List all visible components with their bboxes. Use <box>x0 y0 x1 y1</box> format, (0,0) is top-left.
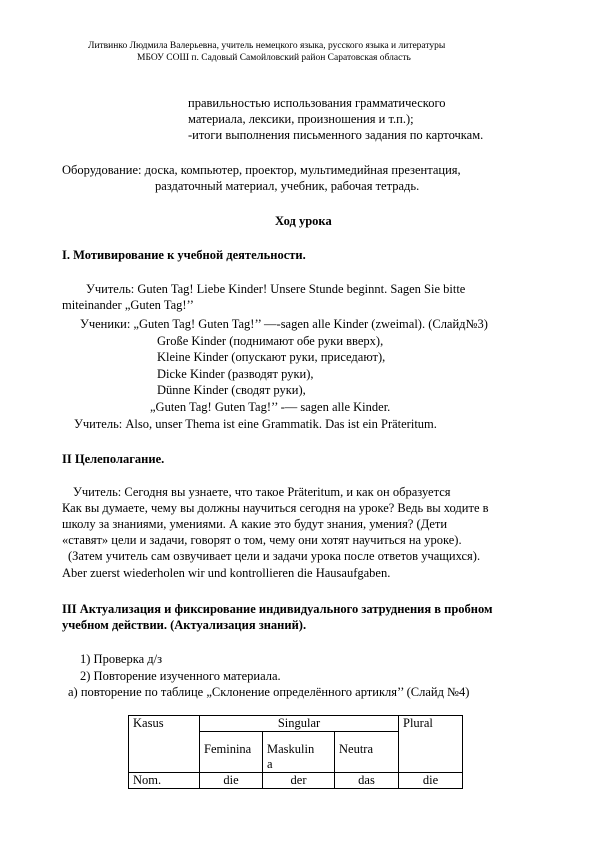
list-item: а) повторение по таблице „Склонение определённого артикля’’ (Слайд №4) <box>68 685 470 699</box>
table-cell: das <box>335 773 399 789</box>
table-header-singular: Singular <box>200 716 399 732</box>
text-line: Как вы думаете, чему вы должны научиться сегодня на уроке? Ведь вы ходите в <box>62 501 489 515</box>
section-heading: II Целеполагание. <box>62 452 165 466</box>
table-header-maskulina: Maskulin а <box>263 732 335 773</box>
text-line: Dicke Kinder (разводят руки), <box>157 367 314 381</box>
section-heading: учебном действии. (Актуализация знаний). <box>62 618 307 632</box>
text-line: Учитель: Сегодня вы узнаете, что такое Präteritum, и как он образуется <box>73 485 451 499</box>
text-line: Kleine Kinder (опускают руки, приседают), <box>157 350 386 364</box>
text-line: miteinander „Guten Tag!’’ <box>62 298 194 312</box>
text-line: „Guten Tag! Guten Tag!’’ -— sagen alle Kinder. <box>150 400 391 414</box>
text-line: Dünne Kinder (сводят руки), <box>157 383 306 397</box>
text-line: Учитель: Guten Tag! Liebe Kinder! Unsere Stunde beginnt. Sagen Sie bitte <box>86 282 466 296</box>
text-line: Учитель: Also, unser Thema ist eine Grammatik. Das ist ein Präteritum. <box>74 417 437 431</box>
table-row <box>129 773 463 789</box>
table-header-feminina: Feminina <box>200 732 263 773</box>
header-school: МБОУ СОШ п. Садовый Самойловский район Саратовская область <box>137 53 411 63</box>
equipment-line: раздаточный материал, учебник, рабочая тетрадь. <box>155 179 420 193</box>
article-declension-table <box>128 715 463 789</box>
list-item: 1) Проверка д/з <box>80 652 163 666</box>
table-header-row <box>129 716 463 732</box>
text-line: «ставят» цели и задачи, говорят о том, чему они хотят научиться на уроке). <box>62 533 462 547</box>
table-cell: die <box>399 773 463 789</box>
header-author: Литвинко Людмила Валерьевна, учитель немецкого языка, русского языка и литературы <box>88 41 446 51</box>
table-header-neutra: Neutra <box>335 732 399 773</box>
section-heading: III Актуализация и фиксирование индивидуального затруднения в пробном <box>62 602 493 616</box>
list-item: 2) Повторение изученного материала. <box>80 669 281 683</box>
goals-line: правильностью использования грамматического <box>188 96 446 110</box>
text-line: Ученики: „Guten Tag! Guten Tag!’’ —-sagen alle Kinder (zweimal). (Слайд№3) <box>80 317 488 331</box>
table-header-kasus: Kasus <box>129 716 200 773</box>
table-cell: Nom. <box>129 773 200 789</box>
goals-line: материала, лексики, произношения и т.п.); <box>188 112 414 126</box>
table-header-plural: Plural <box>399 716 463 773</box>
lesson-title: Ход урока <box>275 214 332 228</box>
text-line: Große Kinder (поднимают обе руки вверх), <box>157 334 384 348</box>
table-cell: der <box>263 773 335 789</box>
table-cell: die <box>200 773 263 789</box>
section-heading: I. Мотивирование к учебной деятельности. <box>62 248 306 262</box>
text-line: Aber zuerst wiederholen wir und kontrollieren die Hausaufgaben. <box>62 566 391 580</box>
equipment-line: Оборудование: доска, компьютер, проектор, мультимедийная презентация, <box>62 163 461 177</box>
text-line: (Затем учитель сам озвучивает цели и задачи урока после ответов учащихся). <box>68 549 481 563</box>
text-line: школу за знаниями, умениями. А какие это будут знания, умения? (Дети <box>62 517 448 531</box>
goals-line: -итоги выполнения письменного задания по карточкам. <box>188 128 484 142</box>
